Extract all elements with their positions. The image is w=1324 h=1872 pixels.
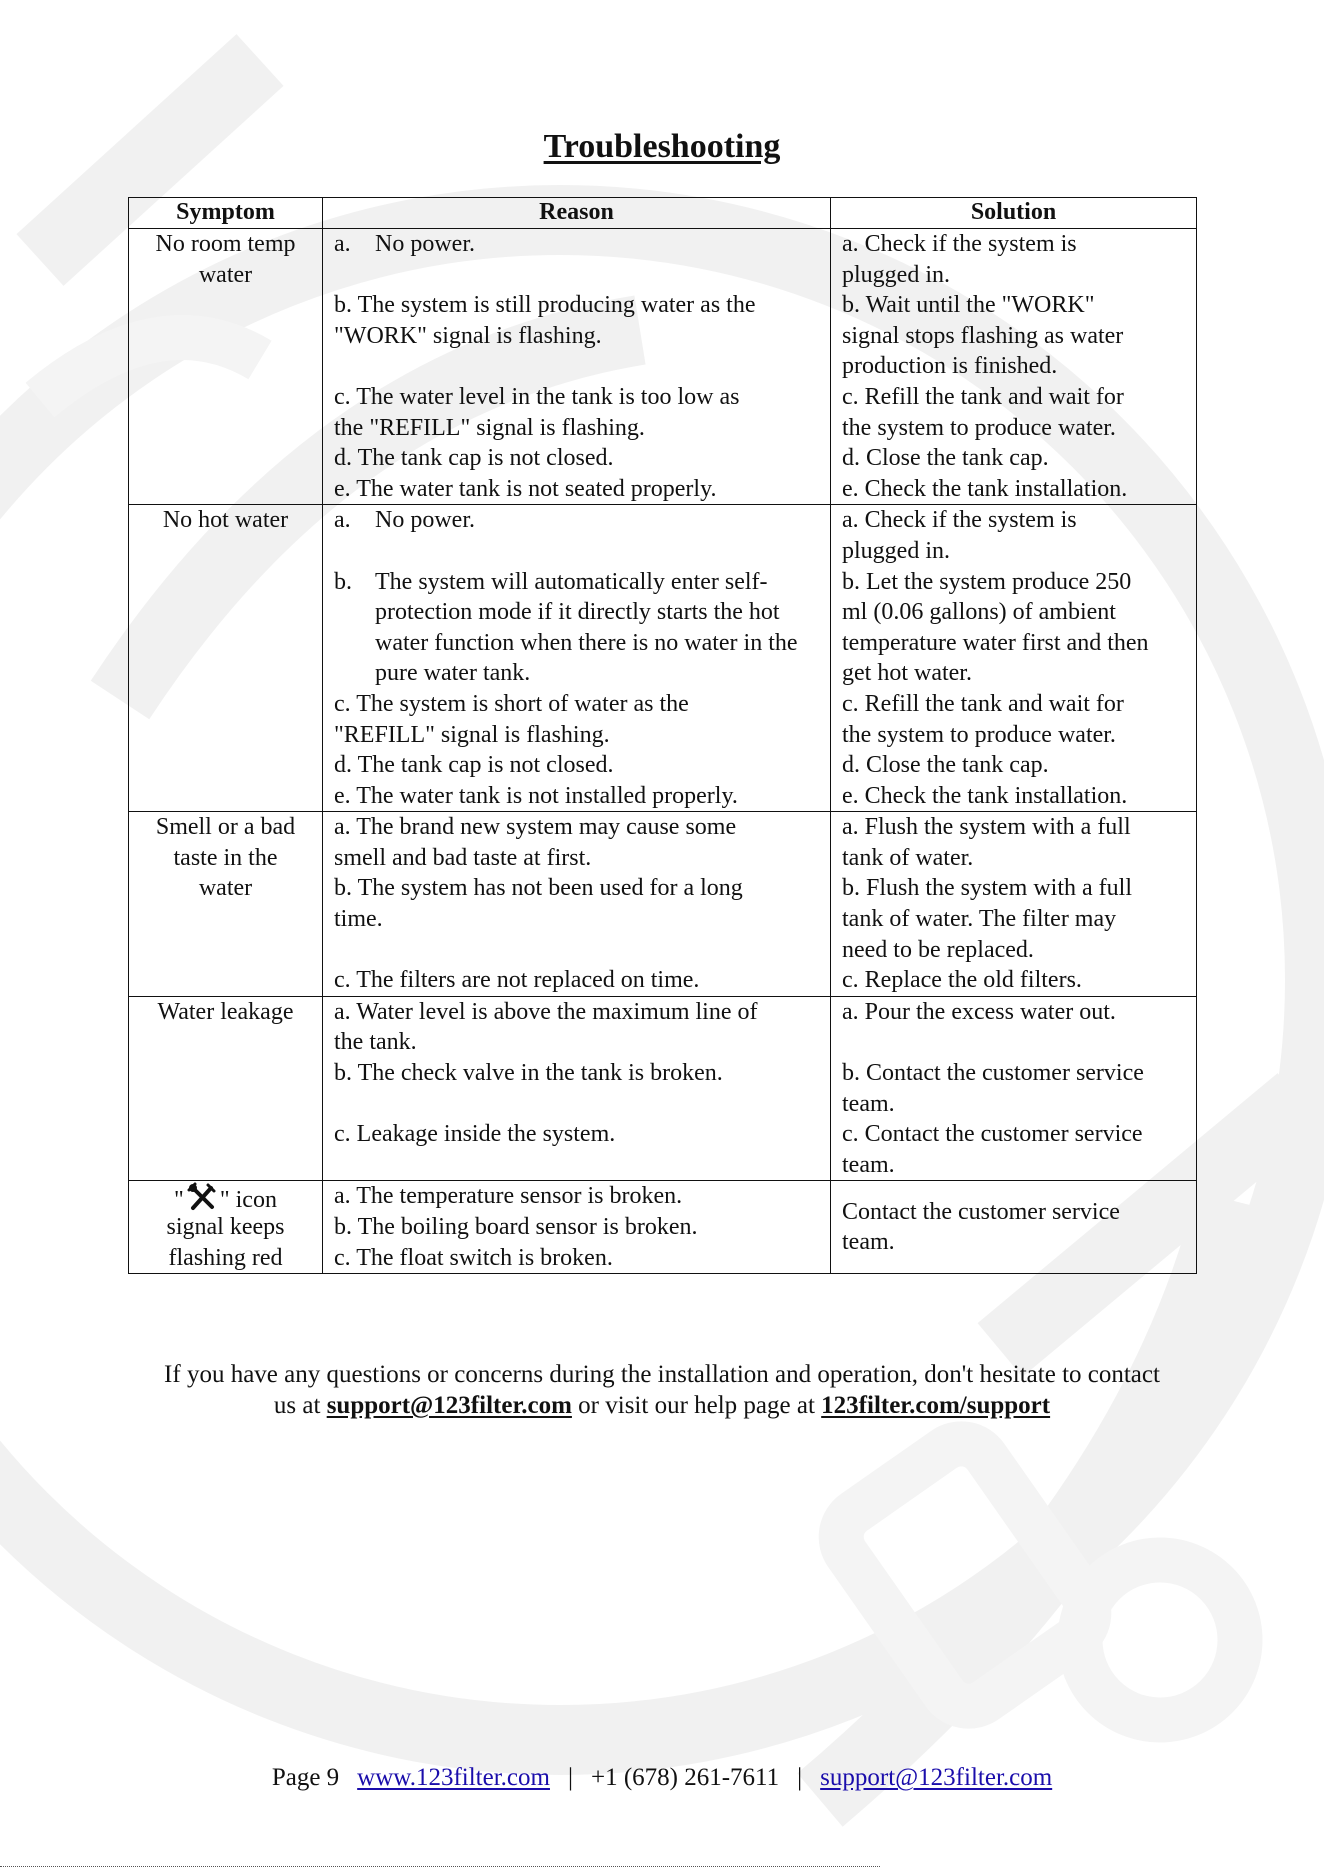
solution-text: plugged in. <box>842 537 950 564</box>
reason-item <box>334 229 824 260</box>
reason-text: "REFILL" signal is flashing. <box>334 721 610 748</box>
solution-text: a. Check if the system is <box>842 231 1077 257</box>
contact-note-line1: If you have any questions or concerns during the installation and operation, don't hesitate to contact <box>164 1361 1160 1388</box>
solution-text: the system to produce water. <box>842 414 1116 441</box>
contact-note-line2 <box>120 1390 1204 1421</box>
solution-text: a. Check if the system is <box>842 507 1077 534</box>
reason-text: a. Water level is above the maximum line of <box>334 998 758 1025</box>
footer-separator: | <box>797 1764 803 1791</box>
reason-text: the tank. <box>334 1029 417 1056</box>
reason-text: e. The water tank is not installed properly. <box>334 782 738 809</box>
solution-text: d. Close the tank cap. <box>842 752 1049 779</box>
header-reason: Reason <box>323 198 831 229</box>
solution-text: b. Contact the customer service <box>842 1060 1144 1087</box>
symptom-icon-line <box>135 1181 316 1212</box>
footer-separator: | <box>567 1764 573 1791</box>
page-title: Troubleshooting <box>543 128 781 165</box>
solution-text: d. Close the tank cap. <box>842 445 1049 472</box>
symptom-text: Smell or a bad <box>155 814 296 841</box>
symptom-text: signal keeps <box>166 1214 285 1240</box>
page-number: Page 9 <box>271 1764 340 1791</box>
symptom-quote-close: " icon <box>219 1187 277 1214</box>
solution-text: need to be replaced. <box>842 936 1034 963</box>
help-page-link[interactable]: 123filter.com/support <box>821 1392 1051 1419</box>
reason-text: smell and bad taste at first. <box>334 844 592 871</box>
table-header-row <box>129 198 1197 229</box>
table-row <box>129 812 1197 997</box>
website-link[interactable]: www.123filter.com <box>357 1764 550 1791</box>
reason-text: b. The check valve in the tank is broken. <box>334 1060 723 1087</box>
page-footer <box>0 1763 1324 1793</box>
solution-text: c. Refill the tank and wait for <box>842 383 1124 410</box>
reason-text: b. The boiling board sensor is broken. <box>334 1214 698 1240</box>
solution-text: a. Pour the excess water out. <box>842 998 1116 1025</box>
reason-item <box>334 567 824 689</box>
header-solution: Solution <box>831 198 1197 229</box>
troubleshooting-table <box>128 197 1197 1274</box>
reason-text: c. The filters are not replaced on time. <box>334 967 700 994</box>
table-row <box>129 229 1197 505</box>
table-row <box>129 505 1197 812</box>
reason-text: time. <box>334 906 383 933</box>
solution-cell <box>831 812 1197 997</box>
solution-text: production is finished. <box>842 353 1058 380</box>
reason-text: the "REFILL" signal is flashing. <box>334 414 645 441</box>
wrench-screwdriver-icon <box>186 1181 218 1213</box>
reason-text: No power. <box>375 231 475 257</box>
symptom-quote-open: " <box>174 1187 184 1214</box>
reason-text: a. The temperature sensor is broken. <box>334 1183 683 1210</box>
reason-text: The system will automatically enter self-protection mode if it directly starts the hot water function when there is no water in the pure water tank. <box>375 568 798 687</box>
symptom-text: taste in the <box>173 844 278 871</box>
reason-text: c. The float switch is broken. <box>334 1244 613 1271</box>
reason-label: a. <box>334 507 351 534</box>
reason-text: "WORK" signal is flashing. <box>334 322 602 349</box>
solution-text: c. Refill the tank and wait for <box>842 690 1124 717</box>
solution-text: e. Check the tank installation. <box>842 782 1128 809</box>
solution-text: a. Flush the system with a full <box>842 814 1131 841</box>
symptom-text: water <box>198 875 253 902</box>
reason-label: a. <box>334 231 351 257</box>
solution-text: ml (0.06 gallons) of ambient <box>842 599 1116 626</box>
reason-cell <box>323 229 831 505</box>
contact-note-text: or visit our help page at <box>571 1392 822 1419</box>
solution-text: b. Wait until the "WORK" <box>842 292 1095 319</box>
solution-cell <box>831 1181 1197 1274</box>
reason-text: c. Leakage inside the system. <box>334 1121 616 1148</box>
solution-text: c. Replace the old filters. <box>842 967 1082 994</box>
solution-text: signal stops flashing as water <box>842 322 1124 349</box>
reason-cell <box>323 996 831 1181</box>
reason-text: d. The tank cap is not closed. <box>334 445 614 472</box>
bottom-divider <box>0 1866 880 1867</box>
solution-text: c. Contact the customer service <box>842 1121 1143 1148</box>
support-email-link[interactable]: support@123filter.com <box>326 1392 572 1419</box>
solution-text: b. Let the system produce 250 <box>842 568 1132 595</box>
solution-text: team. <box>842 1229 895 1256</box>
solution-text: tank of water. <box>842 844 974 871</box>
table-row <box>129 996 1197 1181</box>
symptom-text: water <box>198 261 253 288</box>
solution-text: team. <box>842 1090 895 1117</box>
reason-text: b. The system has not been used for a long <box>334 875 743 902</box>
symptom-text: No hot water <box>162 507 289 534</box>
solution-cell <box>831 229 1197 505</box>
symptom-text: No room temp <box>155 231 296 257</box>
solution-text: b. Flush the system with a full <box>842 875 1132 902</box>
solution-cell <box>831 996 1197 1181</box>
reason-text: d. The tank cap is not closed. <box>334 752 614 779</box>
symptom-text: Water leakage <box>157 998 294 1025</box>
header-symptom: Symptom <box>129 198 323 229</box>
phone-number: +1 (678) 261-7611 <box>590 1764 780 1791</box>
solution-text: tank of water. The filter may <box>842 906 1117 933</box>
reason-text: b. The system is still producing water as the <box>334 292 756 319</box>
reason-text: c. The system is short of water as the <box>334 690 689 717</box>
symptom-cell <box>129 812 323 997</box>
solution-text: e. Check the tank installation. <box>842 475 1128 502</box>
reason-cell <box>323 1181 831 1274</box>
solution-text: team. <box>842 1151 895 1178</box>
reason-label: b. <box>334 568 352 595</box>
table-row <box>129 1181 1197 1274</box>
reason-item <box>334 505 824 536</box>
reason-cell <box>323 812 831 997</box>
reason-text: c. The water level in the tank is too low as <box>334 383 740 410</box>
reason-cell <box>323 505 831 812</box>
solution-text: Contact the customer service <box>842 1198 1120 1225</box>
reason-text: a. The brand new system may cause some <box>334 814 737 841</box>
solution-text: get hot water. <box>842 660 972 687</box>
reason-text: No power. <box>375 507 475 534</box>
reason-text: e. The water tank is not seated properly. <box>334 475 717 502</box>
contact-note <box>120 1359 1204 1421</box>
contact-note-text: us at <box>273 1392 327 1419</box>
symptom-cell <box>129 1181 323 1274</box>
footer-email-link[interactable]: support@123filter.com <box>820 1764 1053 1791</box>
symptom-cell <box>129 229 323 505</box>
solution-cell <box>831 505 1197 812</box>
solution-text: the system to produce water. <box>842 721 1116 748</box>
solution-text: temperature water first and then <box>842 629 1149 656</box>
symptom-cell <box>129 505 323 812</box>
solution-text: plugged in. <box>842 261 950 288</box>
symptom-cell <box>129 996 323 1181</box>
symptom-text: flashing red <box>168 1244 283 1271</box>
